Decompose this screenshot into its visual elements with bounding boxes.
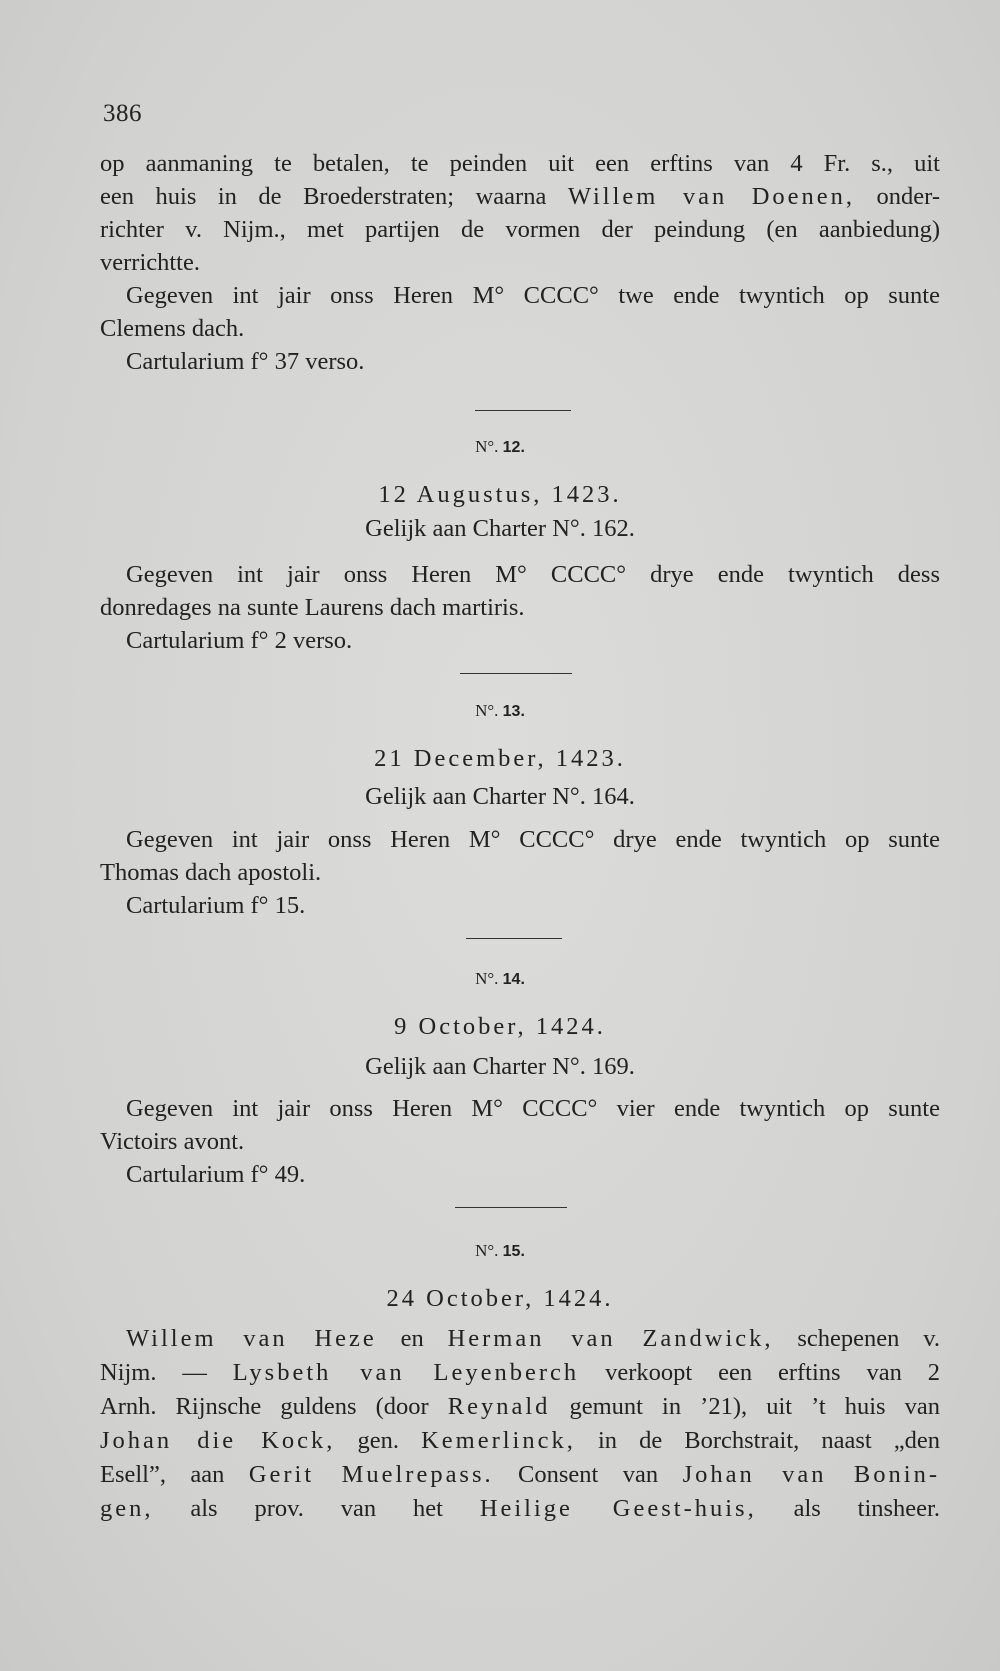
entry-number	[0, 968, 1000, 991]
entry-text	[100, 1322, 940, 1526]
text-line	[100, 1356, 940, 1390]
text-line: op aanmaning te betalen, te peinden uit een erftins van 4 Fr. s., uit	[100, 150, 940, 177]
person-name: Johan die Kock,	[100, 1427, 336, 1454]
page-number: 386	[103, 100, 142, 127]
text-line: Gegeven int jair onss Heren M° CCCC° twe ende twyntich op sunte	[126, 282, 940, 309]
section-divider	[466, 938, 562, 939]
entry-text	[100, 1092, 940, 1191]
text-span: onder-	[855, 183, 941, 210]
text-line	[100, 1322, 940, 1356]
person-name: Willem van Doenen,	[567, 183, 856, 210]
number-value: 13.	[502, 703, 525, 720]
text-line: Cartularium f° 49.	[126, 1161, 306, 1188]
number-value: 15.	[502, 1243, 525, 1260]
entry-number	[0, 700, 1000, 723]
section-divider	[455, 1207, 567, 1208]
number-prefix: N°.	[475, 437, 499, 456]
text-line	[100, 1424, 940, 1458]
person-name: Lysbeth van Leyenberch	[232, 1359, 580, 1386]
text-span: als prov. van het	[153, 1495, 480, 1522]
text-line	[100, 1390, 940, 1424]
text-line: Cartularium f° 2 verso.	[126, 627, 353, 654]
text-span: Consent van	[493, 1461, 683, 1488]
text-span: Esell”, aan	[100, 1461, 249, 1488]
person-name: Kemerlinck,	[421, 1427, 576, 1454]
person-name: Herman van Zandwick,	[447, 1325, 774, 1352]
text-span: een huis in de Broederstraten; waarna	[100, 183, 568, 210]
number-value: 12.	[502, 439, 525, 456]
text-span: gemunt in ’21), uit ’t huis van	[550, 1393, 941, 1420]
text-span: schepenen v.	[773, 1325, 940, 1352]
entry-date: 9 October, 1424.	[394, 1013, 606, 1040]
entry-date: 21 December, 1423.	[374, 745, 626, 772]
text-line: Cartularium f° 37 verso.	[126, 348, 365, 375]
number-value: 14.	[502, 971, 525, 988]
entry-date: 12 Augustus, 1423.	[378, 481, 622, 508]
text-line: Gegeven int jair onss Heren M° CCCC° vier ende twyntich op sunte	[126, 1095, 940, 1122]
text-span: en	[376, 1325, 448, 1352]
text-line: verrichtte.	[100, 249, 200, 276]
text-span: gen.	[335, 1427, 422, 1454]
text-span: als tinsheer.	[756, 1495, 940, 1522]
person-name: Willem van Heze	[126, 1325, 377, 1352]
entry-reference: Gelijk aan Charter N°. 164.	[365, 783, 635, 810]
text-line	[100, 180, 940, 213]
text-span: Nijm. —	[100, 1359, 233, 1386]
entry-reference: Gelijk aan Charter N°. 162.	[365, 515, 635, 542]
text-line: Gegeven int jair onss Heren M° CCCC° drye ende twyntich op sunte	[126, 826, 940, 853]
entry-text	[100, 558, 940, 657]
text-line	[100, 1492, 940, 1526]
section-divider	[475, 410, 571, 411]
person-name: Gerit Muelrepass.	[248, 1461, 494, 1488]
entry-reference: Gelijk aan Charter N°. 169.	[365, 1053, 635, 1080]
section-divider	[460, 673, 572, 674]
person-name: Johan van Bonin-	[682, 1461, 940, 1488]
text-line: Clemens dach.	[100, 315, 245, 342]
text-line: Thomas dach apostoli.	[100, 859, 322, 886]
entry-number	[0, 1240, 1000, 1263]
person-name: Reynald	[447, 1393, 551, 1420]
entry-date: 24 October, 1424.	[386, 1285, 614, 1312]
entry-number	[0, 436, 1000, 459]
text-line	[100, 1458, 940, 1492]
number-prefix: N°.	[475, 701, 499, 720]
text-line: Gegeven int jair onss Heren M° CCCC° drye ende twyntich dess	[126, 561, 940, 588]
text-line: Cartularium f° 15.	[126, 892, 306, 919]
text-span: verkoopt een erftins van 2	[579, 1359, 940, 1386]
text-line: donredages na sunte Laurens dach martiris.	[100, 594, 525, 621]
text-line: richter v. Nijm., met partijen de vormen der peindung (en aanbiedung)	[100, 216, 940, 243]
text-span: in de Borchstrait, naast „den	[575, 1427, 940, 1454]
number-prefix: N°.	[475, 969, 499, 988]
intro-paragraph	[100, 147, 940, 378]
number-prefix: N°.	[475, 1241, 499, 1260]
text-span: Arnh. Rijnsche guldens (door	[100, 1393, 448, 1420]
place-name: Heilige Geest-huis,	[479, 1495, 757, 1522]
entry-text	[100, 823, 940, 922]
person-name: gen,	[100, 1495, 154, 1522]
text-line: Victoirs avont.	[100, 1128, 245, 1155]
